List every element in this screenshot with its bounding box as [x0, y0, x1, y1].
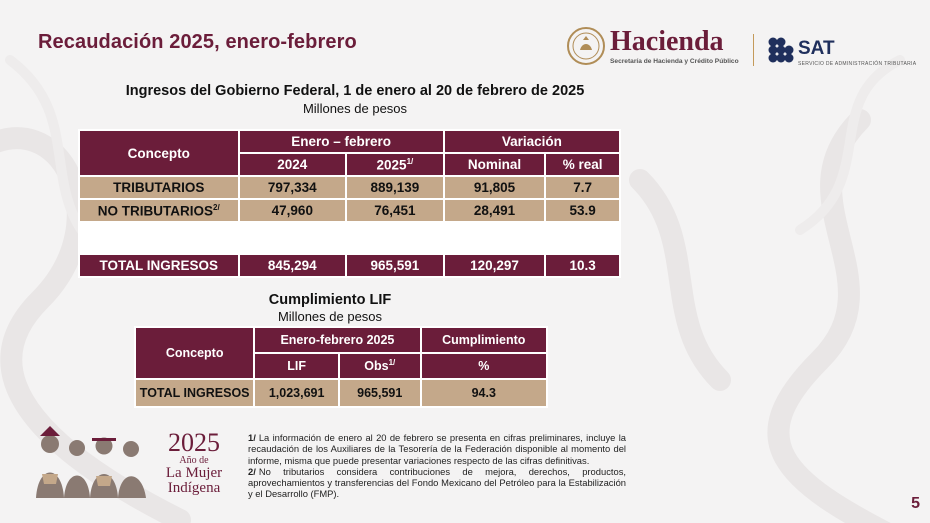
header-nominal: Nominal [444, 153, 546, 176]
table-header-row [79, 130, 620, 153]
table-header-row [135, 327, 547, 353]
total-real: 10.3 [545, 254, 620, 277]
total-pct: 94.3 [421, 379, 547, 407]
header-cumplimiento: Cumplimiento [421, 327, 547, 353]
row-concepto: NO $TRIBUTARIOS^{2/}$ [79, 199, 239, 222]
footnote-1: 1/ La información de enero al 20 de febrero se presenta en cifras preliminares, incluye la recaudación de los Auxiliares de la Tesorería de la Federación disponible al momento del informe, misma que puede presentar variaciones respecto de las cifras definitivas. [248, 432, 626, 466]
header-obs: Obs$^{1/}$ [339, 353, 421, 379]
year-logo-year: 2025 [168, 428, 220, 457]
sat-logo-text: SAT [798, 38, 835, 59]
year-logo-line1: Año de [179, 455, 209, 466]
header-2025: $2025^{1/}$ [346, 153, 444, 176]
total-2025: 965,591 [346, 254, 444, 277]
table-total-row [135, 379, 547, 407]
slide-title: Recaudación 2025, enero-febrero [38, 31, 357, 53]
total-lif: 1,023,691 [254, 379, 339, 407]
income-table [78, 129, 621, 278]
table1-subtitle: Millones de pesos [302, 101, 408, 116]
header-2024: 2024 [239, 153, 347, 176]
header-pct: % [421, 353, 547, 379]
sat-dots-icon [768, 37, 794, 63]
table-spacer-row [79, 222, 620, 254]
table1-title: Ingresos del Gobierno Federal, 1 de enero al 20 de febrero de 2025 [125, 83, 585, 99]
row-2025: 889,139 [346, 176, 444, 199]
header-real: % real [545, 153, 620, 176]
year-logo-line2: La Mujer [165, 465, 223, 481]
table2-subtitle: Millones de pesos [277, 309, 383, 324]
total-concepto: TOTAL INGRESOS [79, 254, 239, 277]
header-concepto: Concepto [79, 130, 239, 176]
header-logos [566, 26, 917, 74]
total-concepto: TOTAL INGRESOS [135, 379, 254, 407]
table-total-row [79, 254, 620, 277]
footnotes [248, 432, 626, 500]
total-nominal: 120,297 [444, 254, 546, 277]
total-obs: 965,591 [339, 379, 421, 407]
footnote-2: 2/ No tributarios considera contribuciones de mejora, derechos, productos, aprovechamientos y transferencias del Fondo Mexicano del Petróleo para la Estabilización y el Desarrollo (FMP). [248, 465, 626, 500]
table2-title: Cumplimiento LIF [268, 292, 392, 308]
total-2024: 845,294 [239, 254, 347, 277]
header-concepto: Concepto [135, 327, 254, 379]
sat-logo-subtitle: SERVICIO DE ADMINISTRACIÓN TRIBUTARIA [798, 61, 917, 67]
hacienda-logo-text: Hacienda [610, 26, 724, 57]
header-period-group: Enero-febrero 2025 [254, 327, 420, 353]
row-nominal: 28,491 [444, 199, 546, 222]
row-concepto: TRIBUTARIOS [79, 176, 239, 199]
hacienda-logo-subtitle: Secretaría de Hacienda y Crédito Público [610, 58, 739, 65]
row-real: 53.9 [545, 199, 620, 222]
national-seal-icon [566, 26, 606, 66]
row-2024: 797,334 [239, 176, 347, 199]
header-lif: LIF [254, 353, 339, 379]
table-row [79, 199, 620, 222]
header-period-group: Enero – febrero [239, 130, 444, 153]
row-nominal: 91,805 [444, 176, 546, 199]
spacer-cell [79, 222, 620, 254]
row-2025: 76,451 [346, 199, 444, 222]
header-variation-group: Variación [444, 130, 620, 153]
row-2024: 47,960 [239, 199, 347, 222]
table-row [79, 176, 620, 199]
year-logo [154, 430, 234, 496]
year-logo-line3: Indígena [167, 480, 221, 496]
row-real: 7.7 [545, 176, 620, 199]
lif-table [134, 326, 548, 408]
logo-divider [753, 34, 754, 66]
indigenous-women-illustration [32, 424, 150, 498]
page-number: 5 [911, 495, 920, 512]
